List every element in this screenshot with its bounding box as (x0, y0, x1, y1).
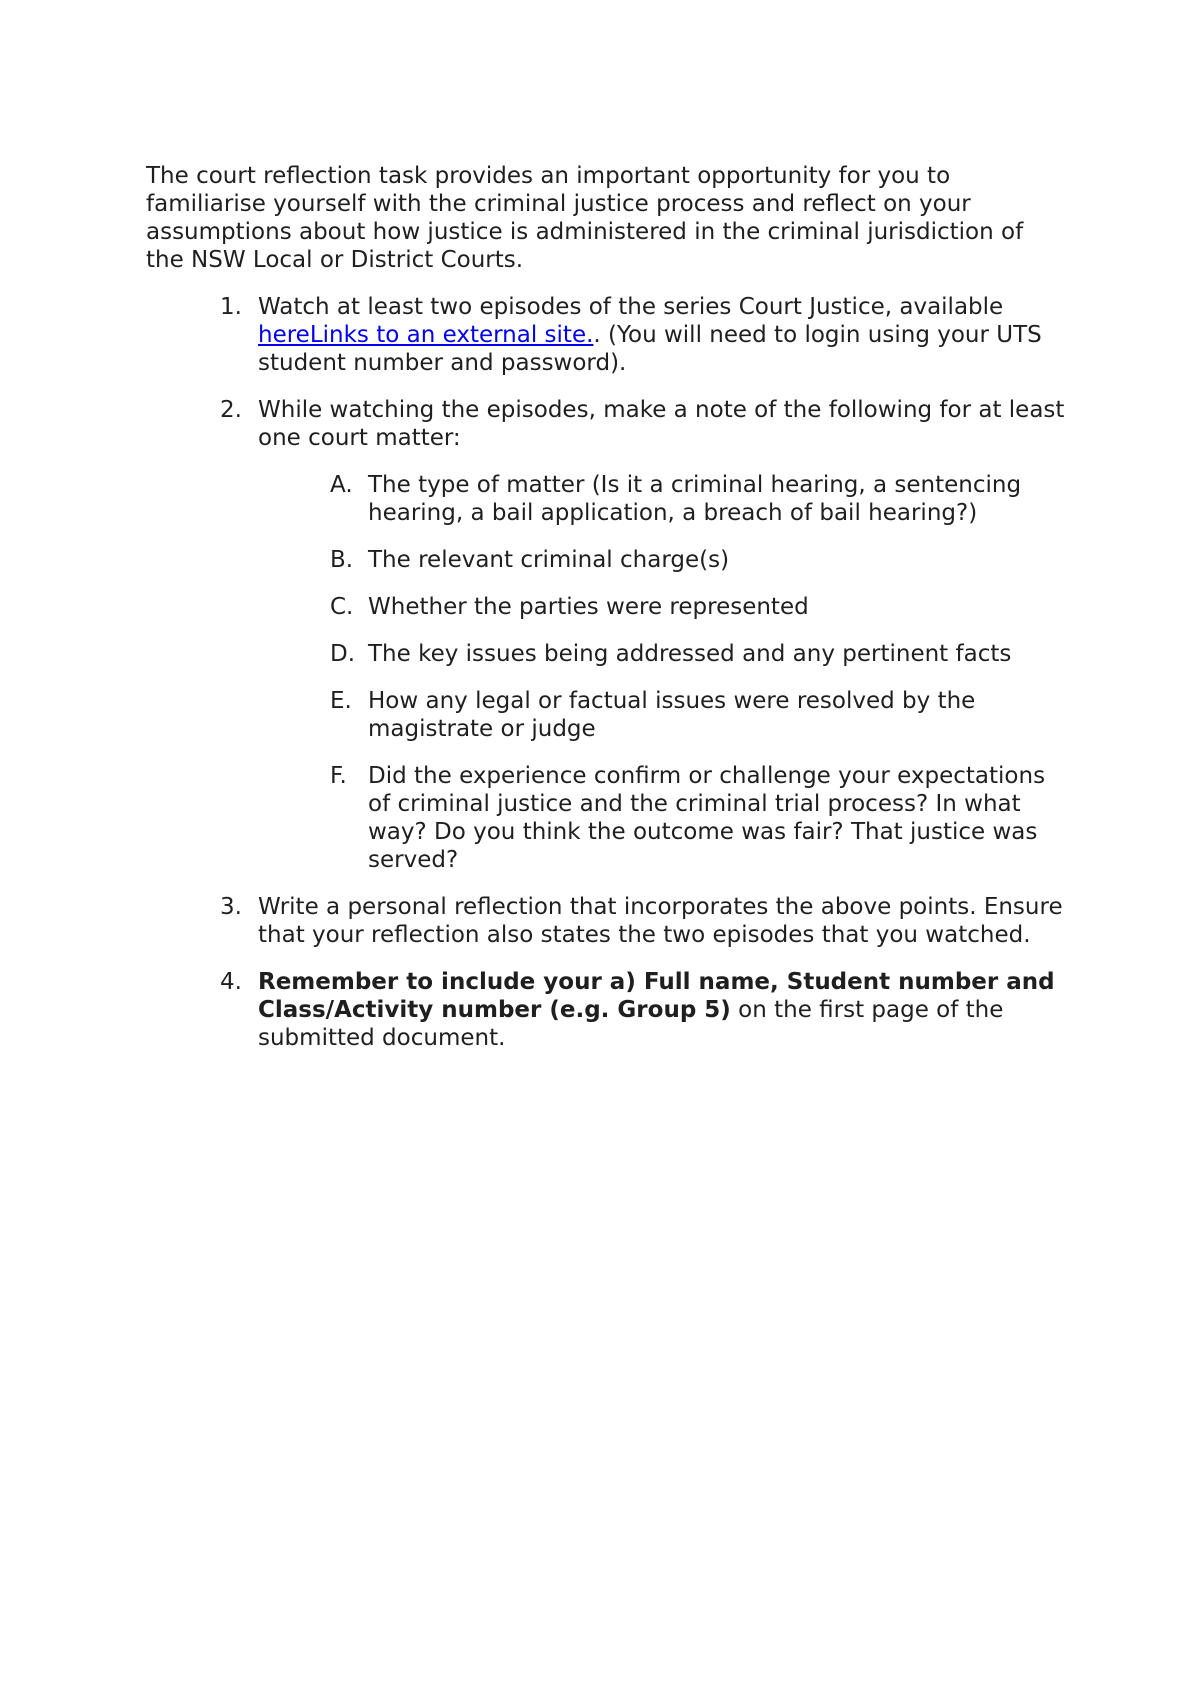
sub-item-e (330, 687, 1066, 743)
list-item-text: Watch at least two episodes of the series Court Justice, available (258, 294, 1004, 320)
list-number: 4. (220, 969, 242, 995)
external-link[interactable]: hereLinks to an external site. (258, 322, 594, 348)
sub-item-text: Whether the parties were represented (368, 594, 809, 620)
list-item-2 (220, 396, 1066, 874)
sub-item-text: The key issues being addressed and any pertinent facts (368, 641, 1012, 667)
sub-item-c (330, 593, 1066, 621)
sub-item-letter: F. (330, 763, 347, 789)
bold-reminder-text: Remember to include your a) Full name, Student number and Class/Activity number (e.g. Group 5) (258, 969, 1055, 1023)
sub-item-b (330, 546, 1066, 574)
intro-paragraph: The court reflection task provides an important opportunity for you to familiarise yourself with the criminal justice process and reflect on your assumptions about how justice is administered in the criminal jurisdiction of the NSW Local or District Courts. (146, 163, 1024, 273)
list-item-3 (220, 893, 1066, 949)
sub-item-letter: E. (330, 688, 352, 714)
sub-item-letter: A. (330, 472, 353, 498)
list-item-text: . (You will need to login using your UTS student number and password). (258, 322, 1042, 376)
list-item-text: on the first page of the submitted document. (258, 997, 1004, 1051)
sub-item-a (330, 471, 1066, 527)
list-item-text: While watching the episodes, make a note of the following for at least one court matter: (258, 397, 1065, 451)
list-item-text: Write a personal reflection that incorporates the above points. Ensure that your reflection also states the two episodes that you watched. (258, 894, 1063, 948)
sub-item-d (330, 640, 1066, 668)
list-number: 3. (220, 894, 242, 920)
sub-item-text: The type of matter (Is it a criminal hearing, a sentencing hearing, a bail application, a breach of bail hearing?) (368, 472, 1022, 526)
list-number: 1. (220, 294, 242, 320)
sub-item-letter: C. (330, 594, 354, 620)
sub-item-letter: B. (330, 547, 354, 573)
sub-item-letter: D. (330, 641, 356, 667)
instruction-list (146, 293, 1066, 1052)
document-content (146, 162, 1066, 1071)
sub-list (258, 471, 1066, 874)
sub-item-text: The relevant criminal charge(s) (368, 547, 730, 573)
sub-item-text: How any legal or factual issues were resolved by the magistrate or judge (368, 688, 976, 742)
sub-item-text: Did the experience confirm or challenge your expectations of criminal justice and the criminal trial process? In what way? Do you think the outcome was fair? That justice was served? (368, 763, 1046, 873)
list-number: 2. (220, 397, 242, 423)
list-item-4 (220, 968, 1066, 1052)
list-item-1 (220, 293, 1066, 377)
sub-item-f (330, 762, 1066, 874)
